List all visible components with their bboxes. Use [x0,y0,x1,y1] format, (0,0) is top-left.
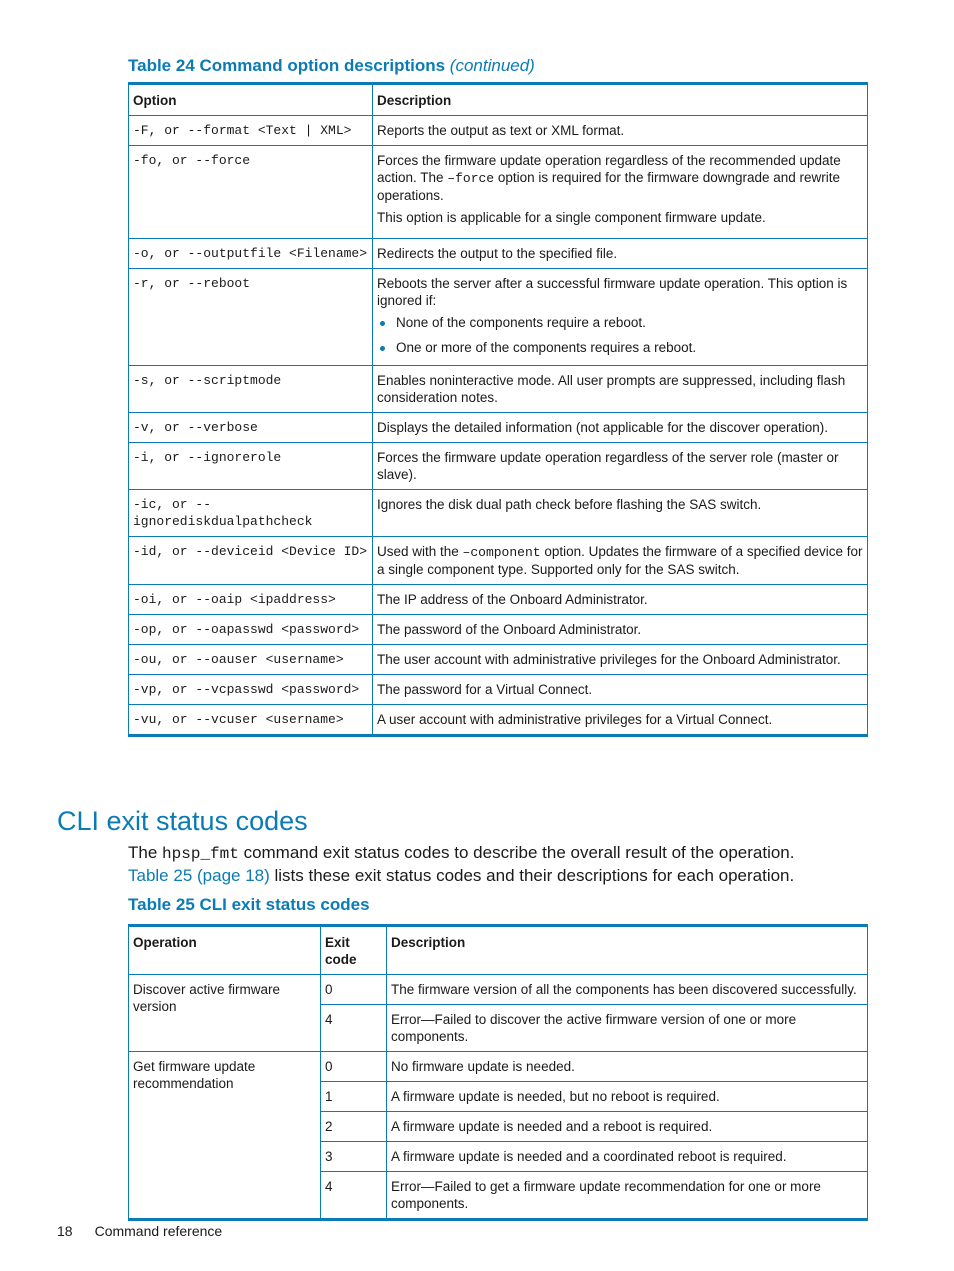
header-exit-code: Exit code [321,926,387,975]
exit-code-cell: 4 [321,1172,387,1220]
table-row [129,615,868,645]
description-cell: A firmware update is needed, but no reboot is required. [387,1082,868,1112]
description-cell: Enables noninteractive mode. All user prompts are suppressed, including flash consideration notes. [373,366,868,413]
footer-title: Command reference [94,1223,223,1239]
description-cell: A user account with administrative privileges for a Virtual Connect. [373,705,868,736]
list-item: None of the components require a reboot. [377,314,863,331]
exit-code-cell: 0 [321,975,387,1005]
description-cell: Redirects the output to the specified file. [373,239,868,269]
option-cell: -oi, or --oaip <ipaddress> [129,585,373,615]
option-cell: -id, or --deviceid <Device ID> [129,537,373,585]
table-row [129,537,868,585]
header-operation: Operation [129,926,321,975]
header-description: Description [373,84,868,116]
description-cell: Ignores the disk dual path check before flashing the SAS switch. [373,490,868,537]
option-cell: -vu, or --vcuser <username> [129,705,373,736]
table-row [129,413,868,443]
description-cell: No firmware update is needed. [387,1052,868,1082]
command-options-table [128,82,868,737]
list-item: One or more of the components requires a reboot. [377,339,863,356]
description-cell: Used with the –component option. Updates the firmware of a specified device for a single component type. Supported only for the SAS switch. [373,537,868,585]
option-cell: -vp, or --vcpasswd <password> [129,675,373,705]
table-row [129,645,868,675]
table-row [129,705,868,736]
page-footer [57,1222,222,1240]
option-cell: -ou, or --oauser <username> [129,645,373,675]
table-row [129,675,868,705]
table-25-caption: Table 25 CLI exit status codes [128,895,370,914]
description-cell: Error—Failed to get a firmware update recommendation for one or more components. [387,1172,868,1220]
description-cell: The password of the Onboard Administrator. [373,615,868,645]
description-cell: A firmware update is needed and a reboot is required. [387,1112,868,1142]
exit-code-cell: 3 [321,1142,387,1172]
header-option: Option [129,84,373,116]
table-row [129,146,868,239]
option-cell: -fo, or --force [129,146,373,239]
table-header-row [129,84,868,116]
table-row [129,975,868,1005]
description-cell: The IP address of the Onboard Administrator. [373,585,868,615]
operation-cell: Discover active firmware version [129,975,321,1052]
description-cell: The password for a Virtual Connect. [373,675,868,705]
page-number: 18 [57,1223,73,1239]
option-cell: -s, or --scriptmode [129,366,373,413]
table-row [129,239,868,269]
table-row [129,116,868,146]
exit-code-cell: 4 [321,1005,387,1052]
description-cell: A firmware update is needed and a coordinated reboot is required. [387,1142,868,1172]
table-24-caption: Table 24 Command option descriptions (continued) [128,56,535,75]
table-row [129,490,868,537]
table-25-link[interactable]: Table 25 (page 18) [128,866,270,885]
table-row [129,366,868,413]
table-row [129,443,868,490]
exit-status-table [128,924,868,1221]
description-cell: Reports the output as text or XML format. [373,116,868,146]
table-row [129,1052,868,1082]
header-description: Description [387,926,868,975]
section-intro: The hpsp_fmt command exit status codes to describe the overall result of the operation. Table 25 (page 18) lists these exit status codes and their descriptions for each operation. [128,843,795,885]
bullet-list [377,314,863,356]
exit-code-cell: 1 [321,1082,387,1112]
section-heading: CLI exit status codes [57,806,308,836]
option-cell: -r, or --reboot [129,269,373,366]
command-name: hpsp_fmt [162,845,239,863]
option-cell: -ic, or --ignorediskdualpathcheck [129,490,373,537]
exit-code-cell: 0 [321,1052,387,1082]
operation-cell: Get firmware update recommendation [129,1052,321,1220]
description-cell: Forces the firmware update operation regardless of the recommended update action. The –force option is required for the firmware downgrade and rewrite operations. This option is applicable for a single component firmware update. [373,146,868,239]
description-cell: Error—Failed to discover the active firmware version of one or more components. [387,1005,868,1052]
description-cell: Reboots the server after a successful firmware update operation. This option is ignored if: None of the components require a reboot. One or more of the components requires a reboot. [373,269,868,366]
table-row [129,269,868,366]
description-cell: The user account with administrative privileges for the Onboard Administrator. [373,645,868,675]
description-cell: Forces the firmware update operation regardless of the server role (master or slave). [373,443,868,490]
option-cell: -o, or --outputfile <Filename> [129,239,373,269]
option-cell: -v, or --verbose [129,413,373,443]
option-cell: -op, or --oapasswd <password> [129,615,373,645]
option-cell: -i, or --ignorerole [129,443,373,490]
exit-code-cell: 2 [321,1112,387,1142]
option-cell: -F, or --format <Text | XML> [129,116,373,146]
table-header-row [129,926,868,975]
description-cell: The firmware version of all the components has been discovered successfully. [387,975,868,1005]
description-cell: Displays the detailed information (not applicable for the discover operation). [373,413,868,443]
table-row [129,585,868,615]
